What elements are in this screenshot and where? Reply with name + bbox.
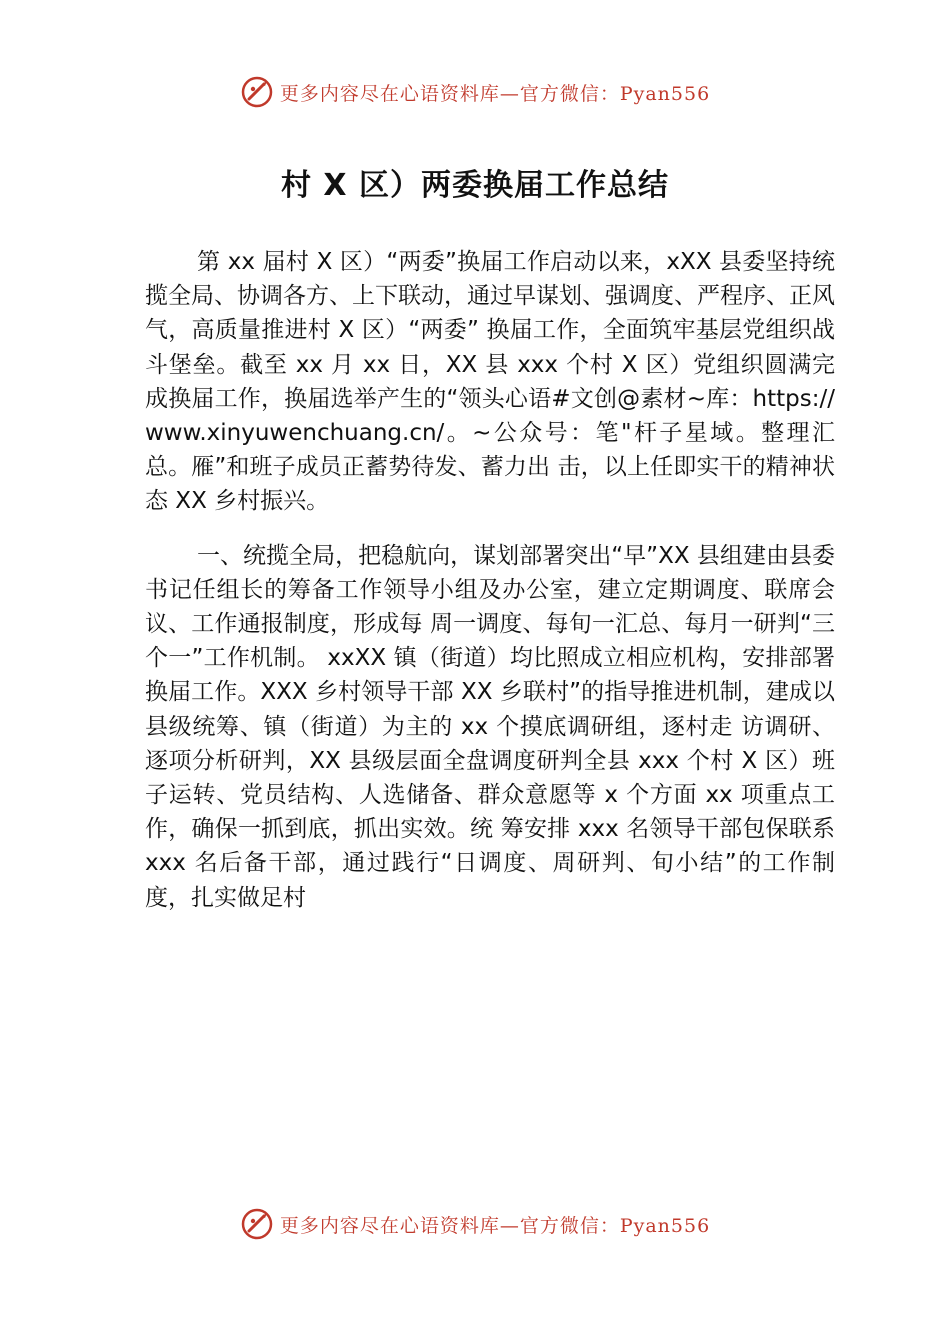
header-banner-text: 更多内容尽在心语资料库—官方微信：Pyan556 [279,82,711,105]
brand-logo-icon [240,75,274,109]
brand-logo-icon [240,1207,274,1241]
document-body [145,245,835,935]
paragraph-section-one: 一、统揽全局，把稳航向，谋划部署突出“早”XX 县组建由县委书记任组长的筹备工作领导小组及办公室，建立定期调度、联席会议、工作通报制度，形成每 周一调度、每旬一汇总、每月一研判“三个一”工作机制。 xxXX 镇（街道）均比照成立相应机构，安排部署换届工作。XXX 乡村领导干部 XX 乡联村”的指导推进机制，建成以县级统筹、镇（街道）为主的 xx 个摸底调研组，逐村走 访调研、逐项分析研判，XX 县级层面全盘调度研判全县 xxx 个村 X 区）班子运转、党员结构、人选储备、群众意愿等 x 个方面 xx 项重点工作，确保一抓到底，抓出实效。统 筹安排 xxx 名领导干部包保联系 xxx 名后备干部，通过践行“日调度、周研判、旬小结”的工作制度，扎实做足村 [145,542,835,911]
document-title: 村 X 区）两委换届工作总结 [280,168,670,203]
header-banner [0,70,950,114]
paragraph-intro: 第 xx 届村 X 区）“两委”换届工作启动以来，xXX 县委坚持统揽全局、协调各方、上下联动，通过早谋划、强调度、严程序、正风气，高质量推进村 X 区）“两委” 换届工作，全面筑牢基层党组织战斗堡垒。截至 xx 月 xx 日，XX 县 xxx 个村 X 区）党组织圆满完成换届工作，换届选举产生的“领头心语#文创@素材~库：https://www.xinyuwenchuang.cn/。~公众号：笔"杆子星域。整理汇总。雁”和班子成员正蓄势待发、蓄力出 击，以上任即实干的精神状态 XX 乡村振兴。 [145,249,835,515]
footer-banner [0,1202,950,1246]
footer-banner-text: 更多内容尽在心语资料库—官方微信：Pyan556 [279,1214,711,1237]
